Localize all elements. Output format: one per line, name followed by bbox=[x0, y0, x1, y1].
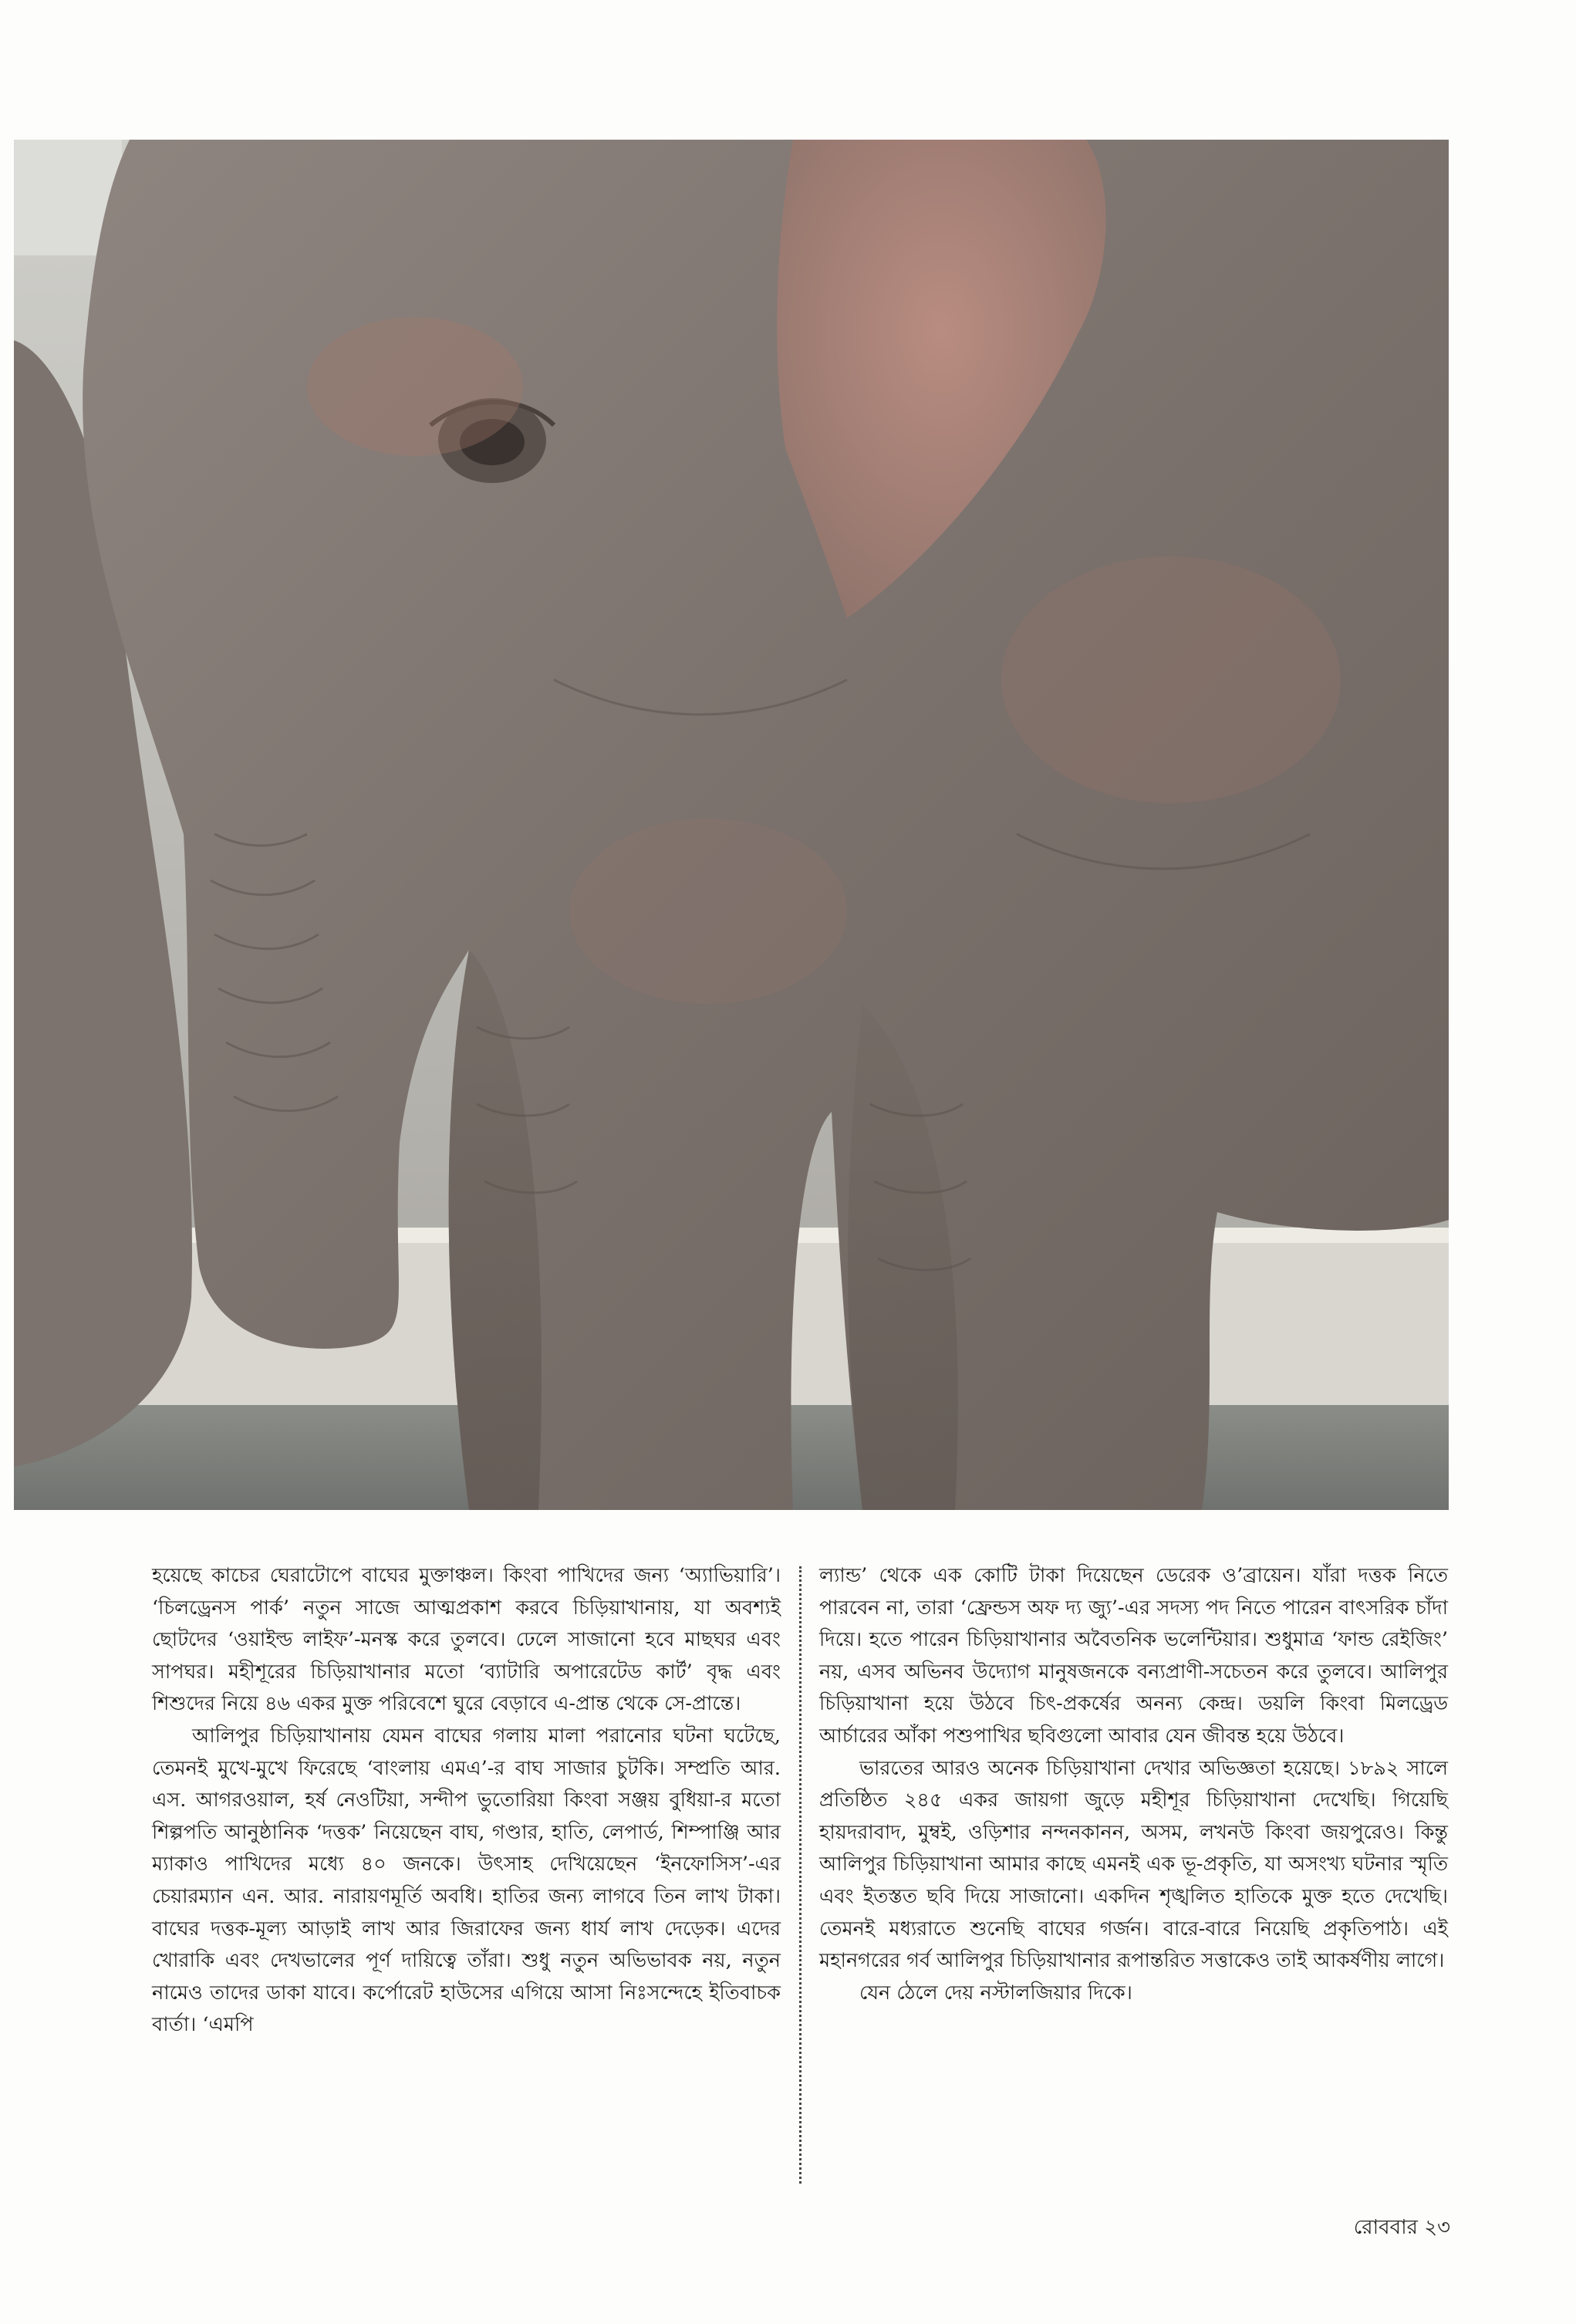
paragraph: হয়েছে কাচের ঘেরাটোপে বাঘের মুক্তাঞ্চল। কিংবা পাখিদের জন্য ‘অ্যাভিয়ারি’। ‘চিলড্রেনস পার্ক’ নতুন সাজে আত্মপ্রকাশ করবে চিড়িয়াখানায়, যা অবশ্যই ছোটদের ‘ওয়াইল্ড লাইফ’-মনস্ক করে তুলবে। ঢেলে সাজানো হবে মাছঘর এবং সাপঘর। মহীশূরের চিড়িয়াখানার মতো ‘ব্যাটারি অপারেটেড কার্ট’ বৃদ্ধ এবং শিশুদের নিয়ে ৪৬ একর মুক্ত পরিবেশে ঘুরে বেড়াবে এ-প্রান্ত থেকে সে-প্রান্তে। bbox=[152, 1564, 781, 1716]
page-folio: রোববার ২৩ bbox=[1353, 2216, 1450, 2239]
elephant-photo bbox=[14, 140, 1449, 1510]
column-divider bbox=[799, 1566, 801, 2184]
paragraph: ল্যান্ড’ থেকে এক কোটি টাকা দিয়েছেন ডেরেক ও’ব্রায়েন। যাঁরা দত্তক নিতে পারবেন না, তারা ‘ফ্রেন্ডস অফ দ্য জ্যু’-এর সদস্য পদ নিতে পারেন বাৎসরিক চাঁদা দিয়ে। হতে পারেন চিড়িয়াখানার অবৈতনিক ভলেন্টিয়ার। শুধুমাত্র ‘ফান্ড রেইজিং’ নয়, এসব অভিনব উদ্যোগ মানুষজনকে বন্যপ্রাণী-সচেতন করে তুলবে। আলিপুর চিড়িয়াখানা হয়ে উঠবে চিৎ-প্রকর্ষের অনন্য কেন্দ্র। ডয়লি কিংবা মিলড্রেড আর্চারের আঁকা পশুপাখির ছবিগুলো আবার যেন জীবন্ত হয়ে উঠবে। bbox=[819, 1564, 1448, 1748]
elephant-icon bbox=[14, 140, 1449, 1510]
paragraph: যেন ঠেলে দেয় নস্টালজিয়ার দিকে। bbox=[859, 1981, 1132, 2005]
article-column-left bbox=[152, 1560, 781, 2042]
article-column-right bbox=[819, 1560, 1448, 2009]
paragraph: ভারতের আরও অনেক চিড়িয়াখানা দেখার অভিজ্ঞতা হয়েছে। ১৮৯২ সালে প্রতিষ্ঠিত ২৪৫ একর জায়গা জুড়ে মহীশূর চিড়িয়াখানা দেখেছি। গিয়েছি হায়দরাবাদ, মুম্বই, ওড়িশার নন্দনকানন, অসম, লখনউ কিংবা জয়পুরেও। কিন্তু আলিপুর চিড়িয়াখানা আমার কাছে এমনই এক ভূ-প্রকৃতি, যা অসংখ্য ঘটনার স্মৃতি এবং ইতস্তত ছবি দিয়ে সাজানো। একদিন শৃঙ্খলিত হাতিকে মুক্ত হতে দেখেছি। তেমনই মধ্যরাতে শুনেছি বাঘের গর্জন। বারে-বারে নিয়েছি প্রকৃতিপাঠ। এই মহানগরের গর্ব আলিপুর চিড়িয়াখানার রূপান্তরিত সত্তাকেও তাই আকর্ষণীয় লাগে। bbox=[819, 1756, 1448, 1973]
paragraph: আলিপুর চিড়িয়াখানায় যেমন বাঘের গলায় মালা পরানোর ঘটনা ঘটেছে, তেমনই মুখে-মুখে ফিরেছে ‘বাংলায় এমএ’-র বাঘ সাজার চুটকি। সম্প্রতি আর. এস. আগরওয়াল, হর্ষ নেওটিয়া, সন্দীপ ভুতোরিয়া কিংবা সঞ্জয় বুধিয়া-র মতো শিল্পপতি আনুষ্ঠানিক ‘দত্তক’ নিয়েছেন বাঘ, গণ্ডার, হাতি, লেপার্ড, শিম্পাঞ্জি আর ম্যাকাও পাখিদের মধ্যে ৪০ জনকে। উৎসাহ দেখিয়েছেন ‘ইনফোসিস’-এর চেয়ারম্যান এন. আর. নারায়ণমূর্তি অবধি। হাতির জন্য লাগবে তিন লাখ টাকা। বাঘের দত্তক-মূল্য আড়াই লাখ আর জিরাফের জন্য ধার্য লাখ দেড়েক। এদের খোরাকি এবং দেখভালের পূর্ণ দায়িত্বে তাঁরা। শুধু নতুন অভিভাবক নয়, নতুন নামেও তাদের ডাকা যাবে। কর্পোরেট হাউসের এগিয়ে আসা নিঃসন্দেহে ইতিবাচক বার্তা। ‘এমপি bbox=[152, 1724, 781, 2037]
